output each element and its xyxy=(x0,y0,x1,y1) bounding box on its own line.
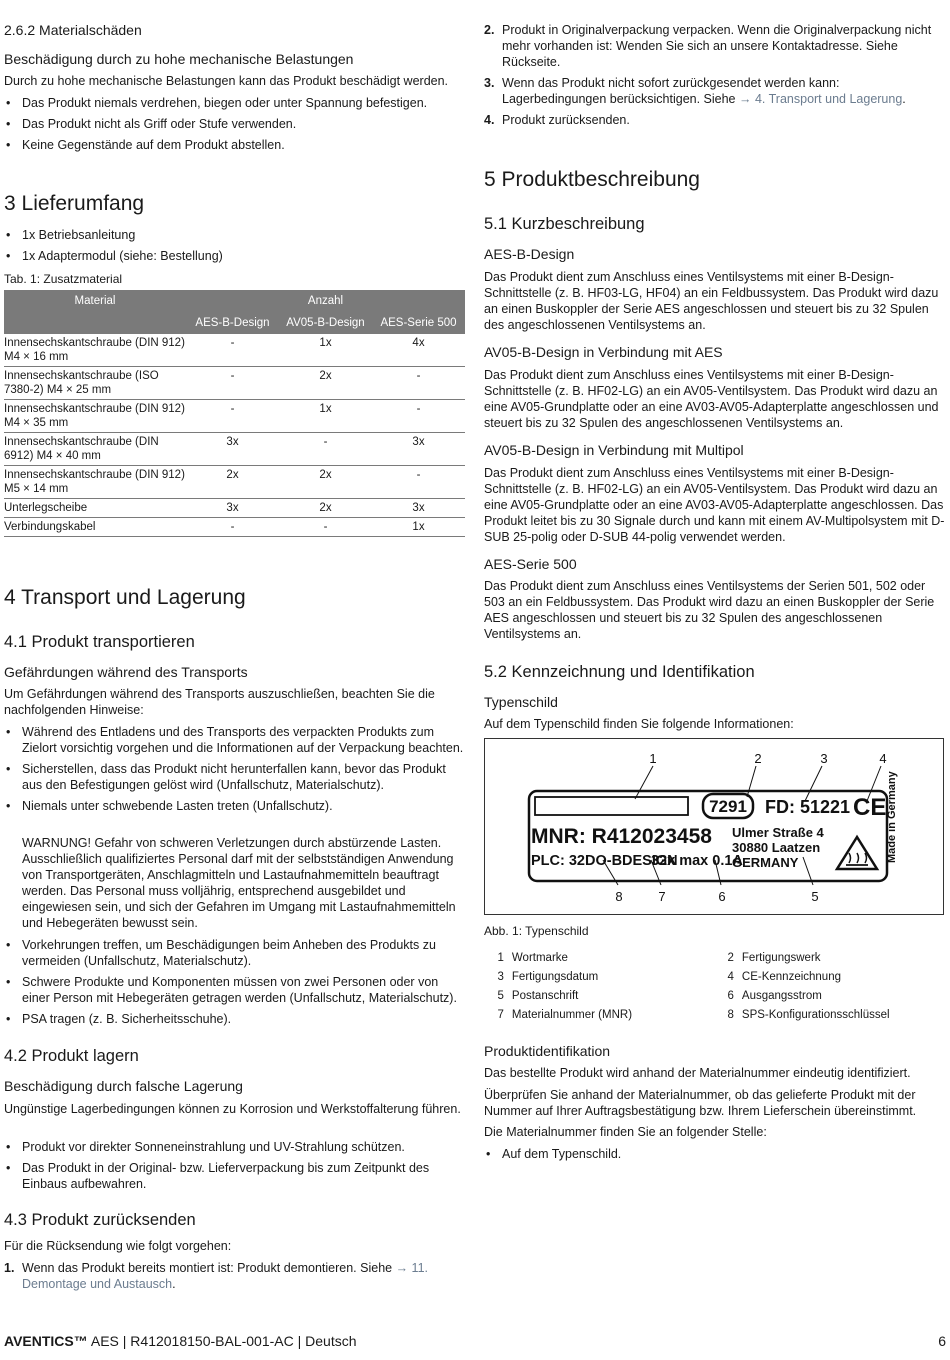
legend-row: 1 Wortmarke 2 Fertigungswerk xyxy=(497,952,821,964)
cell: - xyxy=(372,466,465,499)
cell: 1x xyxy=(372,518,465,537)
step-number: 1. xyxy=(4,1261,15,1275)
figure-caption: Abb. 1: Typenschild xyxy=(484,924,589,938)
col-header: AES-B-Design xyxy=(186,312,279,334)
col-header: AES-Serie 500 xyxy=(372,312,465,334)
subheading-transport: Gefährdungen während des Transports xyxy=(4,664,248,680)
callout-8: 8 xyxy=(615,889,623,904)
paragraph: Auf dem Typenschild finden Sie folgende Informationen: xyxy=(484,717,794,731)
list-item: • Das Produkt in der Original- bzw. Lieferverpackung bis zum Zeitpunkt des Einbaus aufbewahren. xyxy=(4,1160,466,1192)
table-row xyxy=(4,433,465,466)
heading-5-2: 5.2 Kennzeichnung und Identifikation xyxy=(484,663,755,681)
table-row xyxy=(4,499,465,518)
list-item: • Während des Entladens und des Transports des verpackten Produkts zum Zielort vorsichtig vorgehen und die Informationen auf der Verpackung beachten. xyxy=(4,724,466,756)
bullet-list xyxy=(4,95,464,158)
paragraph: Das Produkt dient zum Anschluss eines Ventilsystems mit einer B-Design-Schnittstelle (z. B. HF03-LG, HF04) an ein Feldbussystem. Das Produkt wird dazu an einen Buskoppler der Serie AES angeschlossen und steuert bis zu 32 Spulen des angeschlossenen Ventilsystems an. xyxy=(484,270,939,332)
list-item: • Niemals unter schwebende Lasten treten (Unfallschutz). xyxy=(4,798,466,814)
callout-6: 6 xyxy=(718,889,726,904)
plant-code: 7291 xyxy=(709,797,747,816)
brand-name: AVENTICS™ xyxy=(4,1333,88,1349)
mnr-text: MNR: R412023458 xyxy=(531,825,712,848)
step-number: 4. xyxy=(484,113,495,127)
cell: 2x xyxy=(186,466,279,499)
cell: 3x xyxy=(372,433,465,466)
table-row xyxy=(4,518,465,537)
page-number: 6 xyxy=(938,1333,946,1349)
col-header-material: Material xyxy=(4,290,186,312)
heading-4-1: 4.1 Produkt transportieren xyxy=(4,633,195,651)
paragraph: Für die Rücksendung wie folgt vorgehen: xyxy=(4,1239,232,1253)
table-row xyxy=(4,334,465,367)
callout-5: 5 xyxy=(811,889,819,904)
subheading-storage: Beschädigung durch falsche Lagerung xyxy=(4,1078,243,1094)
warning-label: WARNUNG! xyxy=(22,836,91,850)
cell: 2x xyxy=(279,466,372,499)
heading-5: 5 Produktbeschreibung xyxy=(484,168,700,191)
cross-reference-link[interactable]: → 11. Demontage und Austausch xyxy=(22,1261,428,1291)
subheading-mechanical: Beschädigung durch zu hohe mechanische Belastungen xyxy=(4,51,354,67)
col-header: AV05-B-Design xyxy=(279,312,372,334)
heading-3: 3 Lieferumfang xyxy=(4,192,145,215)
list-item: • Schwere Produkte und Komponenten müssen von zwei Personen oder von einer Person mit Hebegeräten getragen werden (Unfallschutz, Materialschutz). xyxy=(4,974,466,1006)
document-id: AES | R412018150-BAL-001-AC | Deutsch xyxy=(87,1333,357,1349)
callout-1: 1 xyxy=(649,751,657,766)
address-line-3: GERMANY xyxy=(732,855,799,870)
cell: 2x xyxy=(279,499,372,518)
wordmark-box xyxy=(535,797,688,815)
list-item: • Das Produkt nicht als Griff oder Stufe verwenden. xyxy=(4,116,464,132)
cell: 3x xyxy=(372,499,465,518)
list-item: • Vorkehrungen treffen, um Beschädigungen beim Anheben des Produkts zu vermeiden (Unfallschutz, Materialschutz). xyxy=(4,937,466,969)
step-text: Produkt in Originalverpackung verpacken. Wenn die Originalverpackung nicht mehr vorhanden ist: Wenden Sie sich an unsere Kontaktadresse. Siehe Rückseite. xyxy=(502,23,932,69)
cell-name: Verbindungskabel xyxy=(4,518,186,537)
step-text: Wenn das Produkt nicht sofort zurückgesendet werden kann: Lagerbedingungen berücksichtigen. Siehe xyxy=(502,76,840,106)
cell: - xyxy=(372,400,465,433)
bullet-list xyxy=(4,724,466,819)
cell: 1x xyxy=(279,334,372,367)
cell-name: Innensechskantschraube (DIN 912) M4 × 35 mm xyxy=(4,400,186,433)
type-plate-illustration xyxy=(485,739,943,914)
cell-name: Unterlegscheibe xyxy=(4,499,186,518)
fd-date: FD: 51221 xyxy=(765,797,851,817)
paragraph: Das bestellte Produkt wird anhand der Materialnummer eindeutig identifiziert. xyxy=(484,1066,911,1080)
paragraph: Ungünstige Lagerbedingungen können zu Korrosion und Werkstoffalterung führen. xyxy=(4,1102,461,1116)
cell-name: Innensechskantschraube (DIN 6912) M4 × 40 mm xyxy=(4,433,186,466)
heading-4-3: 4.3 Produkt zurücksenden xyxy=(4,1211,196,1229)
block-title: AV05-B-Design in Verbindung mit Multipol xyxy=(484,442,744,458)
heading-5-1: 5.1 Kurzbeschreibung xyxy=(484,215,645,233)
list-item: • Das Produkt niemals verdrehen, biegen oder unter Spannung befestigen. xyxy=(4,95,464,111)
table-row xyxy=(4,466,465,499)
list-item xyxy=(484,22,946,70)
bullet-list xyxy=(484,1146,946,1167)
list-item: • Auf dem Typenschild. xyxy=(484,1146,946,1162)
cell-name: Innensechskantschraube (ISO 7380-2) M4 × 25 mm xyxy=(4,367,186,400)
made-in-text: Made in Germany xyxy=(886,771,898,863)
bullet-list xyxy=(4,1139,466,1197)
numbered-list xyxy=(4,1260,466,1297)
callout-4: 4 xyxy=(879,751,887,766)
heading-2-6-2: 2.6.2 Materialschäden xyxy=(4,22,142,38)
cell: 3x xyxy=(186,499,279,518)
page-footer xyxy=(4,1333,946,1349)
cell: 4x xyxy=(372,334,465,367)
step-text: Produkt zurücksenden. xyxy=(502,113,630,127)
col-header-anzahl: Anzahl xyxy=(186,290,465,312)
cross-reference-link[interactable]: → 4. Transport und Lagerung xyxy=(738,92,903,106)
legend-row: 3 Fertigungsdatum 4 CE-Kennzeichnung xyxy=(497,971,841,983)
cell: - xyxy=(186,334,279,367)
legend-row: 5 Postanschrift 6 Ausgangsstrom xyxy=(497,990,822,1002)
cell-name: Innensechskantschraube (DIN 912) M4 × 16 mm xyxy=(4,334,186,367)
paragraph: Um Gefährdungen während des Transports auszuschließen, beachten Sie die nachfolgenden Hinweise: xyxy=(4,687,435,717)
callout-7: 7 xyxy=(658,889,666,904)
produktidentifikation-title: Produktidentifikation xyxy=(484,1043,611,1059)
block-title: AES-Serie 500 xyxy=(484,556,577,572)
cell: - xyxy=(279,433,372,466)
heading-4-2: 4.2 Produkt lagern xyxy=(4,1047,139,1065)
cell-name: Innensechskantschraube (DIN 912) M5 × 14 mm xyxy=(4,466,186,499)
typenschild-title: Typenschild xyxy=(484,694,558,710)
cell: - xyxy=(186,400,279,433)
cell: - xyxy=(279,518,372,537)
callout-2: 2 xyxy=(754,751,762,766)
block-title: AES-B-Design xyxy=(484,246,575,262)
warning-text: Gefahr von schweren Verletzungen durch abstürzende Lasten. Ausschließlich qualifiziertes Personal darf mit der selbstständigen Anwendung von Transportgeräten, Anschlagmitteln und Lastaufnahmemitteln beauftragt werden. Das Personal muss volljährig, entsprechend ausgebildet und eingewiesen sein, und sich der Gefahren im Umgang mit Lastaufnahmemitteln und Hebegeräten bewusst sein. xyxy=(22,836,456,930)
paragraph: Das Produkt dient zum Anschluss eines Ventilsystems mit einer B-Design-Schnittstelle (z. B. HF02-LG) an ein AV05-Ventilsystem. Das Produkt wird dazu an eine AV05-Grundplatte oder an eine AV03-AV05-Adapterplatte angeschlossen. Das Produkt leitet bis zu 30 Signale durch und kann mit einem AV-Multipolsystem mit D-SUB 25-polig oder D-SUB 44-polig verwendet werden. xyxy=(484,466,945,544)
list-item: • Sicherstellen, dass das Produkt nicht herunterfallen kann, bevor das Produkt aus den Befestigungen gelöst wird (Unfallschutz, Materialschutz). xyxy=(4,761,466,793)
list-item: • Keine Gegenstände auf dem Produkt abstellen. xyxy=(4,137,464,153)
cell: - xyxy=(186,518,279,537)
paragraph: Das Produkt dient zum Anschluss eines Ventilsystems mit einer B-Design-Schnittstelle (z. B. HF02-LG) an ein AV05-Ventilsystem. Das Produkt wird dazu an eine AV05-Grundplatte oder an eine AV03-AV05-Adapterplatte angeschlossen und steuert bis zu 32 Spulen des angeschlossenen Ventilsystems an. xyxy=(484,368,939,430)
block-title: AV05-B-Design in Verbindung mit AES xyxy=(484,344,723,360)
material-table xyxy=(4,290,465,537)
table-caption: Tab. 1: Zusatzmaterial xyxy=(4,272,123,286)
heading-4: 4 Transport und Lagerung xyxy=(4,586,246,609)
list-item: 3. Wenn das Produkt nicht sofort zurückgesendet werden kann: Lagerbedingungen berücksichtigen. Siehe → 4. Transport und Lagerung. xyxy=(484,76,906,106)
cell: 3x xyxy=(186,433,279,466)
cell: - xyxy=(372,367,465,400)
list-item: • 1x Betriebsanleitung xyxy=(4,227,464,243)
step-number: 3. xyxy=(484,76,495,90)
ce-mark-icon: CE xyxy=(853,794,887,821)
table-row xyxy=(4,400,465,433)
legend xyxy=(484,950,944,1026)
cell: 2x xyxy=(279,367,372,400)
cell: 1x xyxy=(279,400,372,433)
warning-block xyxy=(22,835,466,931)
list-item: • Produkt vor direkter Sonneneinstrahlung und UV-Strahlung schützen. xyxy=(4,1139,466,1155)
list-item: 1. Wenn das Produkt bereits montiert ist: Produkt demontieren. Siehe → 11. Demontage und Austausch. xyxy=(4,1261,428,1291)
paragraph: Das Produkt dient zum Anschluss eines Ventilsystems der Serien 501, 502 oder 503 an ein Feldbussystem. Das Produkt wird dazu an einen Buskoppler der Serie AES angeschlossen und steuert bis zu 32 Spulen des angeschlossenen Ventilsystems an. xyxy=(484,579,935,641)
legend-row: 7 Materialnummer (MNR) 8 SPS-Konfigurationsschlüssel xyxy=(497,1009,890,1021)
step-number: 2. xyxy=(484,23,495,37)
current-text: 32x max 0.1A xyxy=(651,853,743,869)
paragraph: Die Materialnummer finden Sie an folgender Stelle: xyxy=(484,1125,767,1139)
bullet-list xyxy=(4,227,464,269)
callout-3: 3 xyxy=(820,751,828,766)
list-item: • 1x Adaptermodul (siehe: Bestellung) xyxy=(4,248,464,264)
plc-text: PLC: 32DO-BDESIGN xyxy=(531,853,678,869)
address-line-1: Ulmer Straße 4 xyxy=(732,825,824,840)
paragraph: Überprüfen Sie anhand der Materialnummer, ob das gelieferte Produkt mit der Nummer auf Ihrer Auftragsbestätigung bzw. Ihrem Lieferschein übereinstimmt. xyxy=(484,1088,917,1118)
table-row xyxy=(4,367,465,400)
bullet-list xyxy=(4,937,466,1032)
step-text: Wenn das Produkt bereits montiert ist: Produkt demontieren. Siehe xyxy=(22,1261,396,1275)
type-plate-figure xyxy=(484,738,944,915)
numbered-list xyxy=(484,22,946,133)
address-line-2: 30880 Laatzen xyxy=(732,840,821,855)
cell: - xyxy=(186,367,279,400)
list-item xyxy=(484,112,946,128)
paragraph: Durch zu hohe mechanische Belastungen kann das Produkt beschädigt werden. xyxy=(4,74,449,88)
list-item: • PSA tragen (z. B. Sicherheitsschuhe). xyxy=(4,1011,466,1027)
